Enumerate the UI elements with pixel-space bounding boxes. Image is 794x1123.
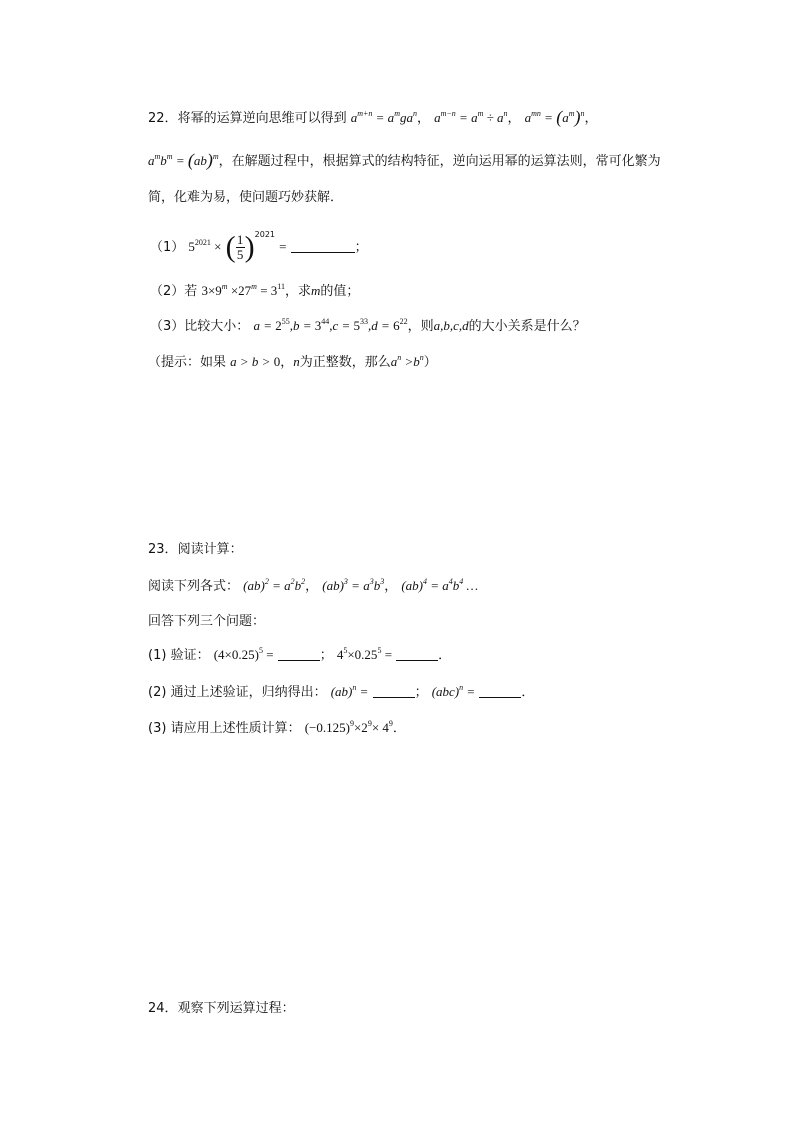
answer-blank-q22-1[interactable] <box>291 240 355 253</box>
q22-number: 22 <box>148 111 165 126</box>
hint-inequality: a > b > 0 <box>230 354 281 369</box>
q22-line1: 22．将幂的运算逆向思维可以得到 $a^{m+n} = a^mga^n$， $a^{m-n} = a^m \div a^n$， $a^{mn} = (a^m)^n$， <box>148 107 598 127</box>
q23-title: 23．阅读计算： <box>148 542 243 557</box>
expr-ab-n: (ab)$^n$ = <box>330 683 369 699</box>
q23-answer-intro: 回答下列三个问题： <box>148 614 266 629</box>
equation-q22-2: $3\times 9^m \times 27^m = 3^{11}$ <box>201 282 285 298</box>
formula-div-rule: $a^{m-n} = a^m \div a^n$ <box>434 109 508 125</box>
q22-part1-label: （1） <box>150 240 185 255</box>
answer-blank-q23-2b[interactable] <box>479 685 521 698</box>
q22-part1: （1） $5^{2021}$ × ( $\frac{1}{5}$ )$^{2021}$ = ； <box>150 230 368 264</box>
q23-part1: (1) 验证： $(4\times 0.25)^5$ = ； $4^5\times 0.25^5$ = ． <box>148 646 452 663</box>
q22-part2: （2）若 $3\times 9^m \times 27^m = 3^{11}$，求m的值； <box>150 282 360 299</box>
q22-line3: 简，化难为易，使问题巧妙获解． <box>148 190 344 205</box>
answer-blank-q23-1a[interactable] <box>278 648 320 661</box>
q24-title: 24．观察下列运算过程： <box>148 1001 295 1016</box>
q22-intro: 将幂的运算逆向思维可以得到 <box>177 111 347 126</box>
formula-ab3: $(ab)^3 = a^3b^3$ <box>322 577 385 593</box>
q22-line2-text: ，在解题过程中，根据算式的结构特征，逆向运用幂的运算法则，常可化繁为 <box>218 154 661 169</box>
formula-mult-rule: $a^{m+n} = a^mga^n$ <box>350 109 417 125</box>
q23-read: 阅读下列各式： $(ab)^2 = a^2b^2$， $(ab)^3 = a^3b^3$， $(ab)^4 = a^4b^4$ … <box>148 577 479 594</box>
q23-part3: (3) 请应用上述性质计算： $(-0.125)^9\times 2^9\times 4^9$． <box>148 719 406 736</box>
expr-abc-n: (abc)$^n$ = <box>431 683 476 699</box>
expr-q23-3: $(-0.125)^9\times 2^9\times 4^9$ <box>304 719 393 735</box>
q22-line2 <box>148 150 661 172</box>
expr-q23-1b: $4^5\times 0.25^5$ = <box>336 646 393 662</box>
answer-blank-q23-1b[interactable] <box>396 648 438 661</box>
formula-product-rule: $a^mb^m = (ab)^m$ <box>148 150 219 170</box>
expr-q23-1a: $(4\times 0.25)^5$ = <box>213 646 274 662</box>
q22-part1-base: 5 <box>188 239 195 254</box>
q22-hint: （提示：如果 a > b > 0，n为正整数，那么$a^n >b^n$） <box>148 353 437 370</box>
definitions-abcd: $a = 2^{55},b = 3^{44},c = 5^{33},d = 6^{22}$ <box>253 317 408 333</box>
formula-ab4: $(ab)^4 = a^4b^4$ … <box>401 577 479 593</box>
answer-blank-q23-2a[interactable] <box>373 685 415 698</box>
q23-part2: (2) 通过上述验证，归纳得出： (ab)$^n$ = ； (abc)$^n$ = ． <box>148 683 535 700</box>
hint-conclusion: $a^n >b^n$ <box>390 353 424 369</box>
formula-power-rule: $a^{mn} = (a^m)^n$ <box>524 107 585 127</box>
q22-part3: （3）比较大小： $a = 2^{55},b = 3^{44},c = 5^{33},d = 6^{22}$，则a,b,c,d的大小关系是什么？ <box>150 317 586 334</box>
fraction-one-fifth: $\frac{1}{5}$ <box>236 232 244 262</box>
formula-ab2: $(ab)^2 = a^2b^2$ <box>243 577 306 593</box>
